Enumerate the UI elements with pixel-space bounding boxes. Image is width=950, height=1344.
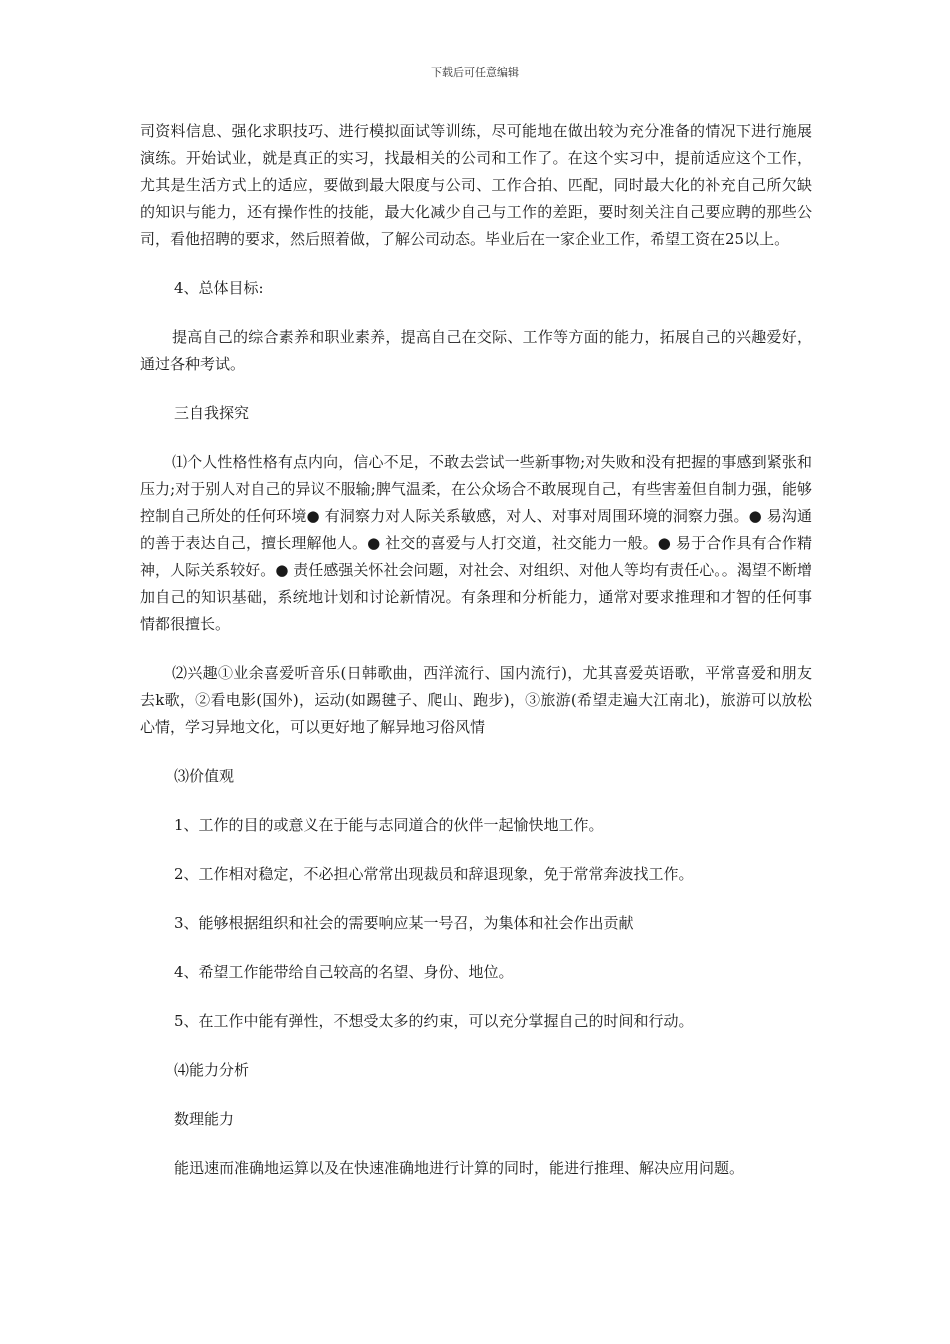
paragraph-math-ability: 能迅速而准确地运算以及在快速准确地进行计算的同时，能进行推理、解决应用问题。 [174, 1159, 745, 1177]
heading-overall-goal: 4、总体目标: [174, 279, 264, 297]
values-item-1: 1、工作的目的或意义在于能与志同道合的伙伴一起愉快地工作。 [174, 816, 604, 834]
paragraph-overall-goal: 提高自己的综合素养和职业素养，提高自己在交际、工作等方面的能力，拓展自己的兴趣爱好，通过各种考试。 [140, 328, 812, 373]
values-item-2: 2、工作相对稳定，不必担心常常出现裁员和辞退现象，免于常常奔波找工作。 [174, 865, 694, 883]
heading-self-exploration: 三自我探究 [174, 404, 250, 422]
values-item-3: 3、能够根据组织和社会的需要响应某一号召，为集体和社会作出贡献 [174, 914, 634, 932]
document-body [140, 118, 812, 1200]
paragraph-personality: ⑴个人性格性格有点内向，信心不足，不敢去尝试一些新事物;对失败和没有把握的事感到紧张和压力;对于别人对自己的异议不服输;脾气温柔，在公众场合不敢展现自己，有些害羞但自制力强，能够控制自己所处的任何环境● 有洞察力对人际关系敏感，对人、对事对周围环境的洞察力强。● 易沟通的善于表达自己，擅长理解他人。● 社交的喜爱与人打交道，社交能力一般。● 易于合作具有合作精神，人际关系较好。● 责任感强关怀社会问题，对社会、对组织、对他人等均有责任心。。渴望不断增加自己的知识基础，系统地计划和讨论新情况。有条理和分析能力，通常对要求推理和才智的任何事情都很擅长。 [140, 453, 812, 633]
heading-values: ⑶价值观 [174, 767, 235, 785]
paragraph-internship: 司资料信息、强化求职技巧、进行模拟面试等训练，尽可能地在做出较为充分准备的情况下进行施展演练。开始试业，就是真正的实习，找最相关的公司和工作了。在这个实习中，提前适应这个工作，尤其是生活方式上的适应，要做到最大限度与公司、工作合拍、匹配，同时最大化的补充自己所欠缺的知识与能力，还有操作性的技能，最大化减少自己与工作的差距，要时刻关注自己要应聘的那些公司，看他招聘的要求，然后照着做，了解公司动态。毕业后在一家企业工作，希望工资在25以上。 [140, 122, 812, 248]
heading-ability-analysis: ⑷能力分析 [174, 1061, 250, 1079]
values-item-5: 5、在工作中能有弹性，不想受太多的约束，可以充分掌握自己的时间和行动。 [174, 1012, 694, 1030]
page-header-note: 下载后可任意编辑 [431, 66, 519, 79]
heading-math-ability: 数理能力 [174, 1110, 235, 1128]
paragraph-interests: ⑵兴趣①业余喜爱听音乐(日韩歌曲，西洋流行、国内流行)，尤其喜爱英语歌，平常喜爱和朋友去k歌，②看电影(国外)，运动(如踢毽子、爬山、跑步)，③旅游(希望走遍大江南北)，旅游可以放松心情，学习异地文化，可以更好地了解异地习俗风情 [140, 664, 812, 736]
values-item-4: 4、希望工作能带给自己较高的名望、身份、地位。 [174, 963, 514, 981]
